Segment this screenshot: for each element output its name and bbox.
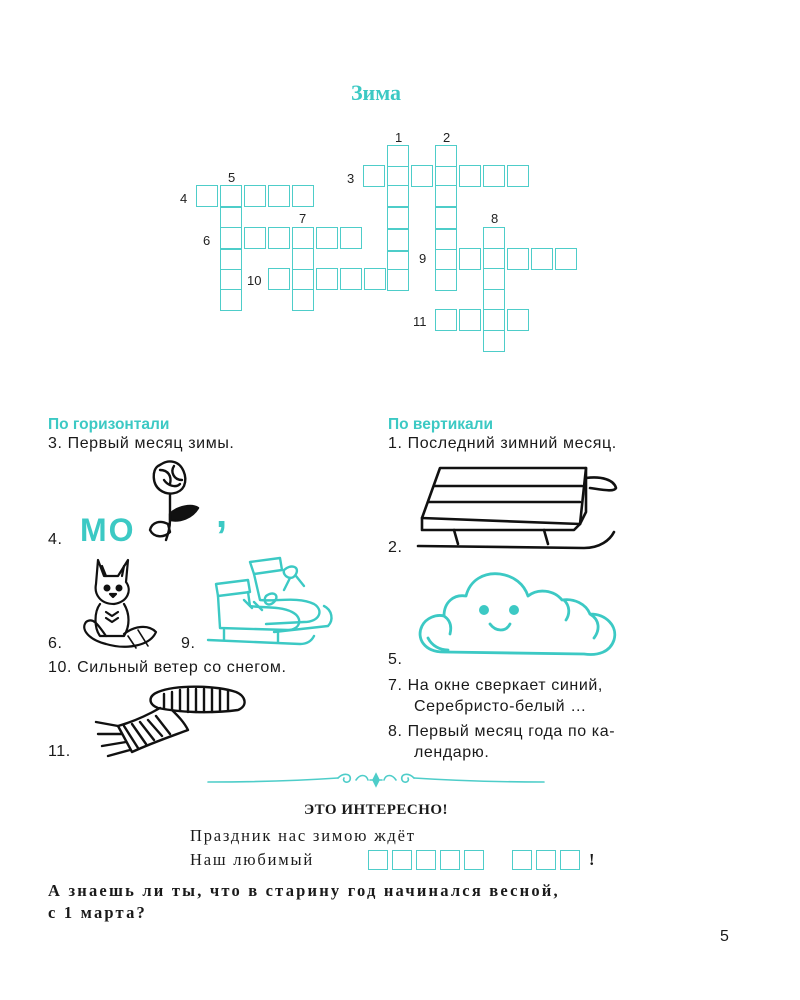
- answer-word-1[interactable]: [368, 850, 490, 872]
- answer-cell[interactable]: [464, 850, 484, 870]
- cw-cell[interactable]: [316, 268, 338, 290]
- cw-cell[interactable]: [220, 185, 242, 207]
- cw-cell[interactable]: [363, 165, 385, 187]
- answer-word-2[interactable]: [512, 850, 586, 872]
- answer-cell[interactable]: [512, 850, 532, 870]
- rose-icon: [140, 458, 206, 548]
- cw-cell[interactable]: [387, 207, 409, 229]
- poem-exclamation: !: [589, 850, 597, 869]
- cw-number-5: 5: [228, 170, 236, 185]
- scarf-icon: [88, 682, 248, 758]
- cw-cell[interactable]: [507, 248, 529, 270]
- poem-line-1: Праздник нас зимою ждёт: [190, 826, 416, 845]
- cw-cell[interactable]: [220, 207, 242, 229]
- clue-7-down-line2: Серебристо-белый …: [414, 698, 587, 715]
- cw-cell[interactable]: [220, 249, 242, 271]
- cw-cell[interactable]: [459, 309, 481, 331]
- cw-cell[interactable]: [244, 185, 266, 207]
- cw-cell[interactable]: [292, 268, 314, 290]
- down-heading: По вертикали: [388, 416, 493, 433]
- num-5-down: 5.: [388, 651, 403, 668]
- clue-1-down: 1. Последний зимний месяц.: [388, 435, 617, 452]
- cw-cell[interactable]: [435, 269, 457, 291]
- num-11-across: 11.: [48, 743, 71, 760]
- cw-number-8: 8: [491, 211, 499, 226]
- cw-number-11: 11: [413, 314, 427, 329]
- answer-cell[interactable]: [440, 850, 460, 870]
- cw-cell[interactable]: [292, 185, 314, 207]
- interesting-title: ЭТО ИНТЕРЕСНО!: [303, 802, 449, 818]
- cw-cell[interactable]: [268, 185, 290, 207]
- cw-cell[interactable]: [340, 227, 362, 249]
- page-number: 5: [720, 928, 729, 945]
- answer-cell[interactable]: [416, 850, 436, 870]
- cloud-icon: [414, 568, 626, 664]
- cw-cell[interactable]: [411, 165, 433, 187]
- clue-8-down-line1: 8. Первый месяц года по ка-: [388, 723, 616, 740]
- cw-cell[interactable]: [507, 309, 529, 331]
- cw-number-6: 6: [203, 233, 211, 248]
- cw-cell[interactable]: [340, 268, 362, 290]
- cw-number-2: 2: [443, 130, 451, 145]
- poem-line-2-prefix: Наш любимый: [190, 850, 315, 869]
- cw-number-4: 4: [180, 191, 188, 206]
- across-heading: По горизонтали: [48, 416, 170, 433]
- cw-cell[interactable]: [268, 227, 290, 249]
- cw-number-3: 3: [347, 171, 355, 186]
- num-9-across: 9.: [181, 635, 196, 652]
- cw-cell[interactable]: [483, 165, 505, 187]
- rebus-mo-text: МО: [80, 512, 136, 548]
- cw-cell[interactable]: [507, 165, 529, 187]
- cw-cell[interactable]: [435, 229, 457, 251]
- num-4-across: 4.: [48, 531, 63, 548]
- cw-cell[interactable]: [483, 248, 505, 270]
- cw-cell[interactable]: [292, 248, 314, 270]
- cw-cell[interactable]: [435, 185, 457, 207]
- cw-cell[interactable]: [555, 248, 577, 270]
- cw-cell[interactable]: [387, 229, 409, 251]
- answer-cell[interactable]: [560, 850, 580, 870]
- cw-cell[interactable]: [435, 309, 457, 331]
- rebus-comma: ,: [216, 492, 228, 536]
- num-6-across: 6.: [48, 635, 63, 652]
- cw-cell[interactable]: [435, 165, 457, 187]
- cw-number-1: 1: [395, 130, 403, 145]
- cw-cell[interactable]: [220, 227, 242, 249]
- cw-cell[interactable]: [387, 269, 409, 291]
- cw-cell[interactable]: [435, 145, 457, 167]
- cw-cell[interactable]: [364, 268, 386, 290]
- cw-cell[interactable]: [459, 165, 481, 187]
- fact-line-1: А знаешь ли ты, что в старину год начинался весной,: [48, 881, 560, 900]
- cw-cell[interactable]: [387, 185, 409, 207]
- cw-cell[interactable]: [220, 269, 242, 291]
- cw-cell[interactable]: [220, 289, 242, 311]
- cw-cell[interactable]: [435, 249, 457, 271]
- cw-cell[interactable]: [292, 289, 314, 311]
- ornament-divider-icon: [208, 770, 544, 790]
- cw-cell[interactable]: [292, 227, 314, 249]
- clue-8-down-line2: лендарю.: [414, 744, 490, 761]
- answer-cell[interactable]: [368, 850, 388, 870]
- cw-number-10: 10: [247, 273, 262, 288]
- clue-7-down-line1: 7. На окне сверкает синий,: [388, 677, 603, 694]
- skates-icon: [204, 556, 340, 652]
- cw-cell[interactable]: [196, 185, 218, 207]
- cw-cell[interactable]: [435, 207, 457, 229]
- cw-cell[interactable]: [483, 309, 505, 331]
- cw-cell[interactable]: [531, 248, 553, 270]
- clue-3-across: 3. Первый месяц зимы.: [48, 435, 235, 452]
- num-2-down: 2.: [388, 539, 403, 556]
- cw-cell[interactable]: [483, 289, 505, 311]
- cw-cell[interactable]: [244, 227, 266, 249]
- cw-number-9: 9: [419, 251, 427, 266]
- cw-cell[interactable]: [387, 145, 409, 167]
- answer-cell[interactable]: [392, 850, 412, 870]
- fox-icon: [76, 556, 160, 652]
- clue-10-across: 10. Сильный ветер со снегом.: [48, 659, 287, 676]
- cw-cell[interactable]: [483, 227, 505, 249]
- sled-icon: [414, 458, 626, 554]
- cw-cell[interactable]: [316, 227, 338, 249]
- fact-line-2: с 1 марта?: [48, 903, 147, 922]
- answer-cell[interactable]: [536, 850, 556, 870]
- cw-cell[interactable]: [483, 330, 505, 352]
- cw-number-7: 7: [299, 211, 307, 226]
- cw-cell[interactable]: [387, 165, 409, 187]
- crossword-grid[interactable]: [0, 0, 800, 360]
- cw-cell[interactable]: [459, 248, 481, 270]
- cw-cell[interactable]: [268, 268, 290, 290]
- cw-cell[interactable]: [483, 268, 505, 290]
- page-title: Зима: [350, 80, 402, 105]
